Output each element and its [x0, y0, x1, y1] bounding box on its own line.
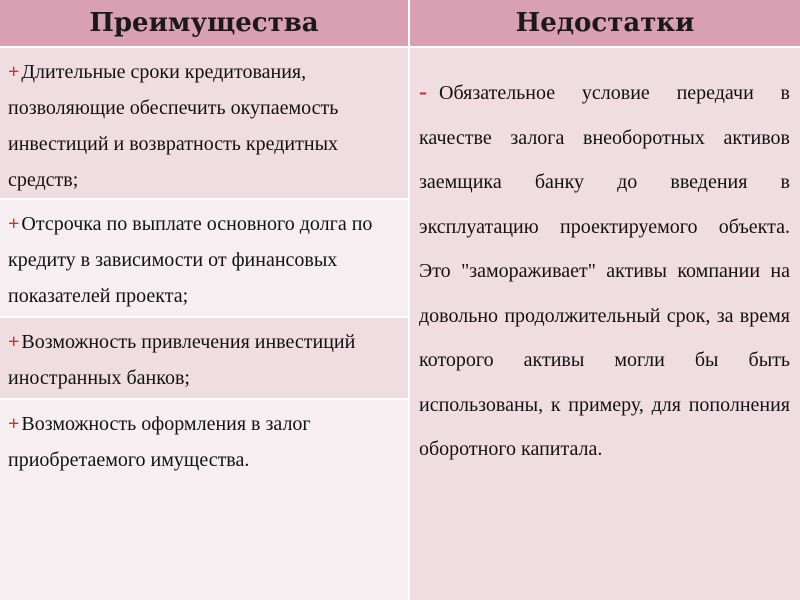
minus-marker: - [419, 79, 427, 105]
advantage-text: Возможность оформления в залог приобретаемого имущества. [8, 413, 311, 471]
plus-marker: + [8, 413, 20, 435]
header-disadvantages: Недостатки [410, 0, 800, 46]
plus-marker: + [8, 213, 20, 235]
advantage-text: Отсрочка по выплате основного долга по кредиту в зависимости от финансовых показателей проекта; [8, 213, 373, 307]
plus-marker: + [8, 331, 20, 353]
advantage-item [0, 318, 408, 398]
plus-marker: + [8, 61, 20, 83]
advantage-item [0, 48, 408, 198]
disadvantage-text: Обязательное условие передачи в качестве залога внеоборотных активов заемщика банку до введения в эксплуатацию проектируемого объекта. Это "замораживает" активы компании на довольно продолжительный срок, за время которого активы могли бы быть использованы, к примеру, для пополнения оборотного капитала. [419, 82, 790, 460]
advantage-text: Возможность привлечения инвестиций иностранных банков; [8, 331, 356, 389]
advantage-text: Длительные сроки кредитования, позволяющие обеспечить окупаемость инвестиций и возвратность кредитных средств; [8, 61, 339, 191]
header-advantages: Преимущества [0, 0, 408, 46]
advantage-item [0, 400, 408, 600]
disadvantage-cell [410, 48, 800, 600]
advantage-item [0, 200, 408, 316]
